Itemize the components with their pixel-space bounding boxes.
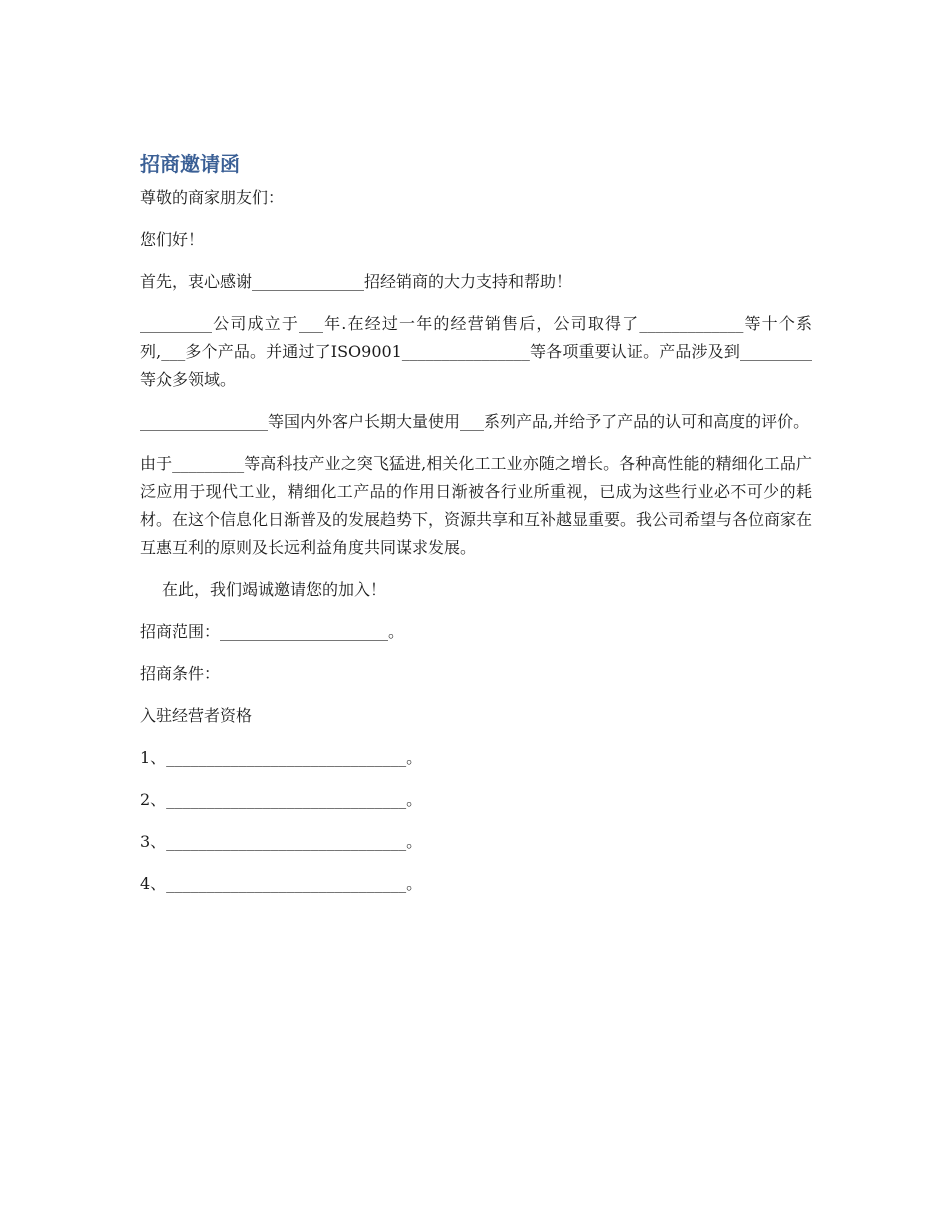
qualification-item: 3、______________________________。 (140, 832, 423, 851)
scope-line: 招商范围：_____________________。 (140, 622, 405, 641)
document-title: 招商邀请函 (140, 152, 240, 176)
qualification-item: 4、______________________________。 (140, 874, 423, 893)
qualification-item: 1、______________________________。 (140, 748, 423, 767)
invitation-paragraph: 在此，我们竭诚邀请您的加入！ (162, 580, 387, 599)
thanks-paragraph: 首先，衷心感谢______________招经销商的大力支持和帮助！ (140, 272, 573, 291)
greeting: 您们好！ (140, 230, 205, 249)
qualification-label: 入驻经营者资格 (140, 706, 253, 725)
qualification-item: 2、______________________________。 (140, 790, 423, 809)
salutation: 尊敬的商家朋友们： (140, 188, 285, 207)
company-intro-paragraph: _________公司成立于___年.在经过一年的经营销售后，公司取得了_____________等十个系列,___多个产品。并通过了ISO9001________________等各项重要认证。产品涉及到_________等众多领域。 (140, 314, 812, 389)
customers-paragraph: ________________等国内外客户长期大量使用___系列产品,并给予了产品的认可和高度的评价。 (140, 412, 810, 431)
background-paragraph: 由于_________等高科技产业之突飞猛进,相关化工工业亦随之增长。各种高性能的精细化工品广泛应用于现代工业，精细化工产品的作用日渐被各行业所重视，已成为这些行业必不可少的耗材。在这个信息化日渐普及的发展趋势下，资源共享和互补越显重要。我公司希望与各位商家在互惠互利的原则及长远利益角度共同谋求发展。 (140, 454, 813, 557)
document-body (140, 150, 812, 912)
conditions-label: 招商条件： (140, 664, 221, 683)
